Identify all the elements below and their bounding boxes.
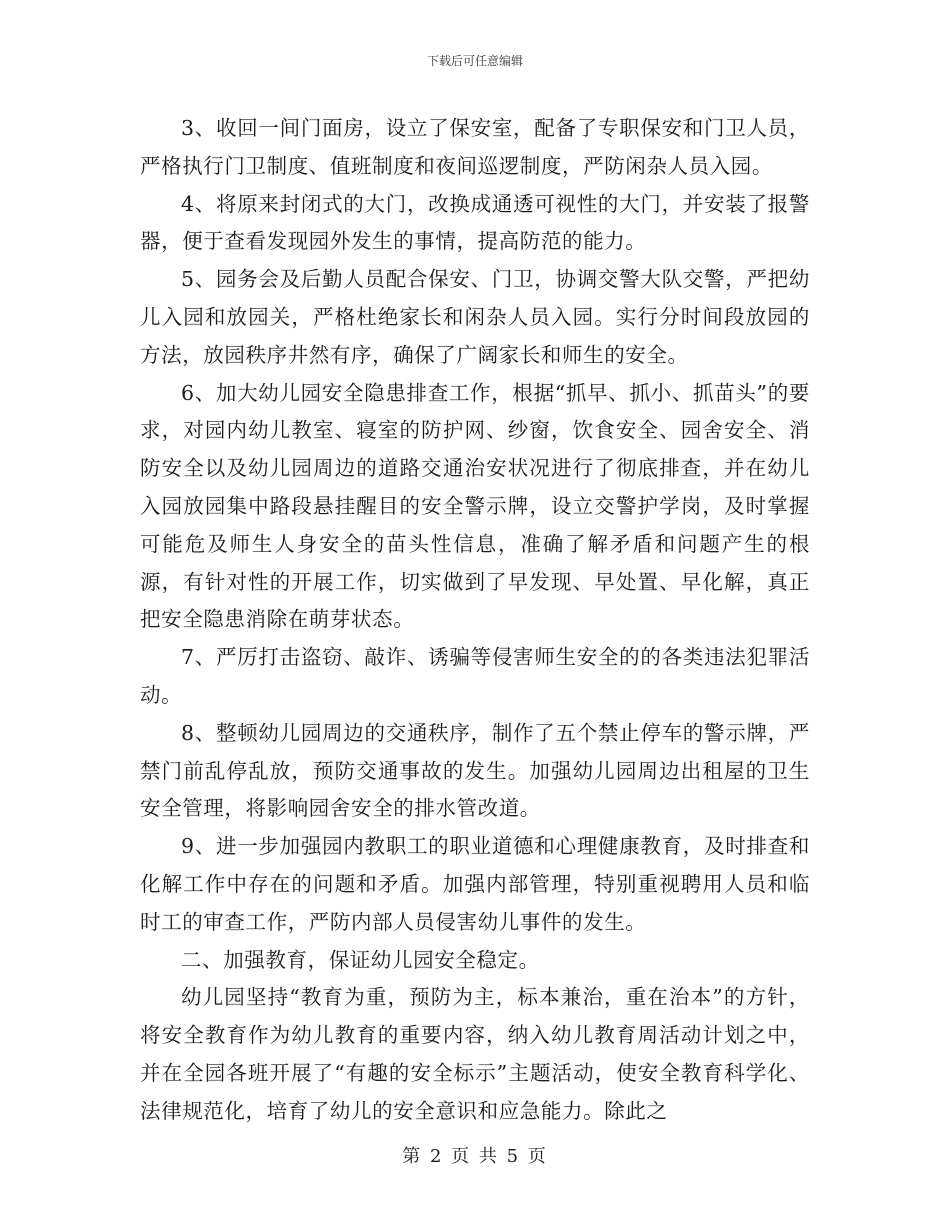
paragraph-item-8: 8、整顿幼儿园周边的交通秩序，制作了五个禁止停车的警示牌，严禁门前乱停乱放，预防交通事故的发生。加强幼儿园周边出租屋的卫生安全管理，将影响园舍安全的排水管改道。: [140, 720, 810, 821]
paragraph-item-5: 5、园务会及后勤人员配合保安、门卫，协调交警大队交警，严把幼儿入园和放园关，严格杜绝家长和闲杂人员入园。实行分时间段放园的方法，放园秩序井然有序，确保了广阔家长和师生的安全。: [140, 267, 810, 367]
paragraph-item-6: 6、加大幼儿园安全隐患排查工作，根据“抓早、抓小、抓苗头”的要求，对园内幼儿教室、寝室的防护网、纱窗，饮食安全、园舍安全、消防安全以及幼儿园周边的道路交通治安状况进行了彻底排查，并在幼儿入园放园集中路段悬挂醒目的安全警示牌，设立交警护学岗，及时掌握可能危及师生人身安全的苗头性信息，准确了解矛盾和问题产生的根源，有针对性的开展工作，切实做到了早发现、早处置、早化解，真正把安全隐患消除在萌芽状态。: [140, 380, 810, 632]
section-heading: 二、加强教育，保证幼儿园安全稳定。: [181, 947, 540, 972]
paragraph-item-9: 9、进一步加强园内教职工的职业道德和心理健康教育，及时排查和化解工作中存在的问题和矛盾。加强内部管理，特别重视聘用人员和临时工的审查工作，严防内部人员侵害幼儿事件的发生。: [140, 834, 810, 934]
page-number-footer: 第 2 页 共 5 页: [402, 1146, 548, 1167]
paragraph-education: 幼儿园坚持“教育为重，预防为主，标本兼治，重在治本”的方针，将安全教育作为幼儿教育的重要内容，纳入幼儿教育周活动计划之中，并在全园各班开展了“有趣的安全标示”主题活动，使安全教育科学化、法律规范化，培育了幼儿的安全意识和应急能力。除此之: [140, 985, 810, 1123]
document-body: [140, 110, 810, 1131]
paragraph-item-4: 4、将原来封闭式的大门，改换成通透可视性的大门，并安装了报警器，便于查看发现园外发生的事情，提高防范的能力。: [140, 191, 810, 254]
page-header: 下载后可任意编辑: [426, 54, 523, 68]
paragraph-item-3: 3、收回一间门面房，设立了保安室，配备了专职保安和门卫人员，严格执行门卫制度、值班制度和夜间巡逻制度，严防闲杂人员入园。: [140, 116, 810, 178]
paragraph-item-7: 7、严厉打击盗窃、敲诈、诱骗等侵害师生安全的的各类违法犯罪活动。: [140, 645, 810, 707]
